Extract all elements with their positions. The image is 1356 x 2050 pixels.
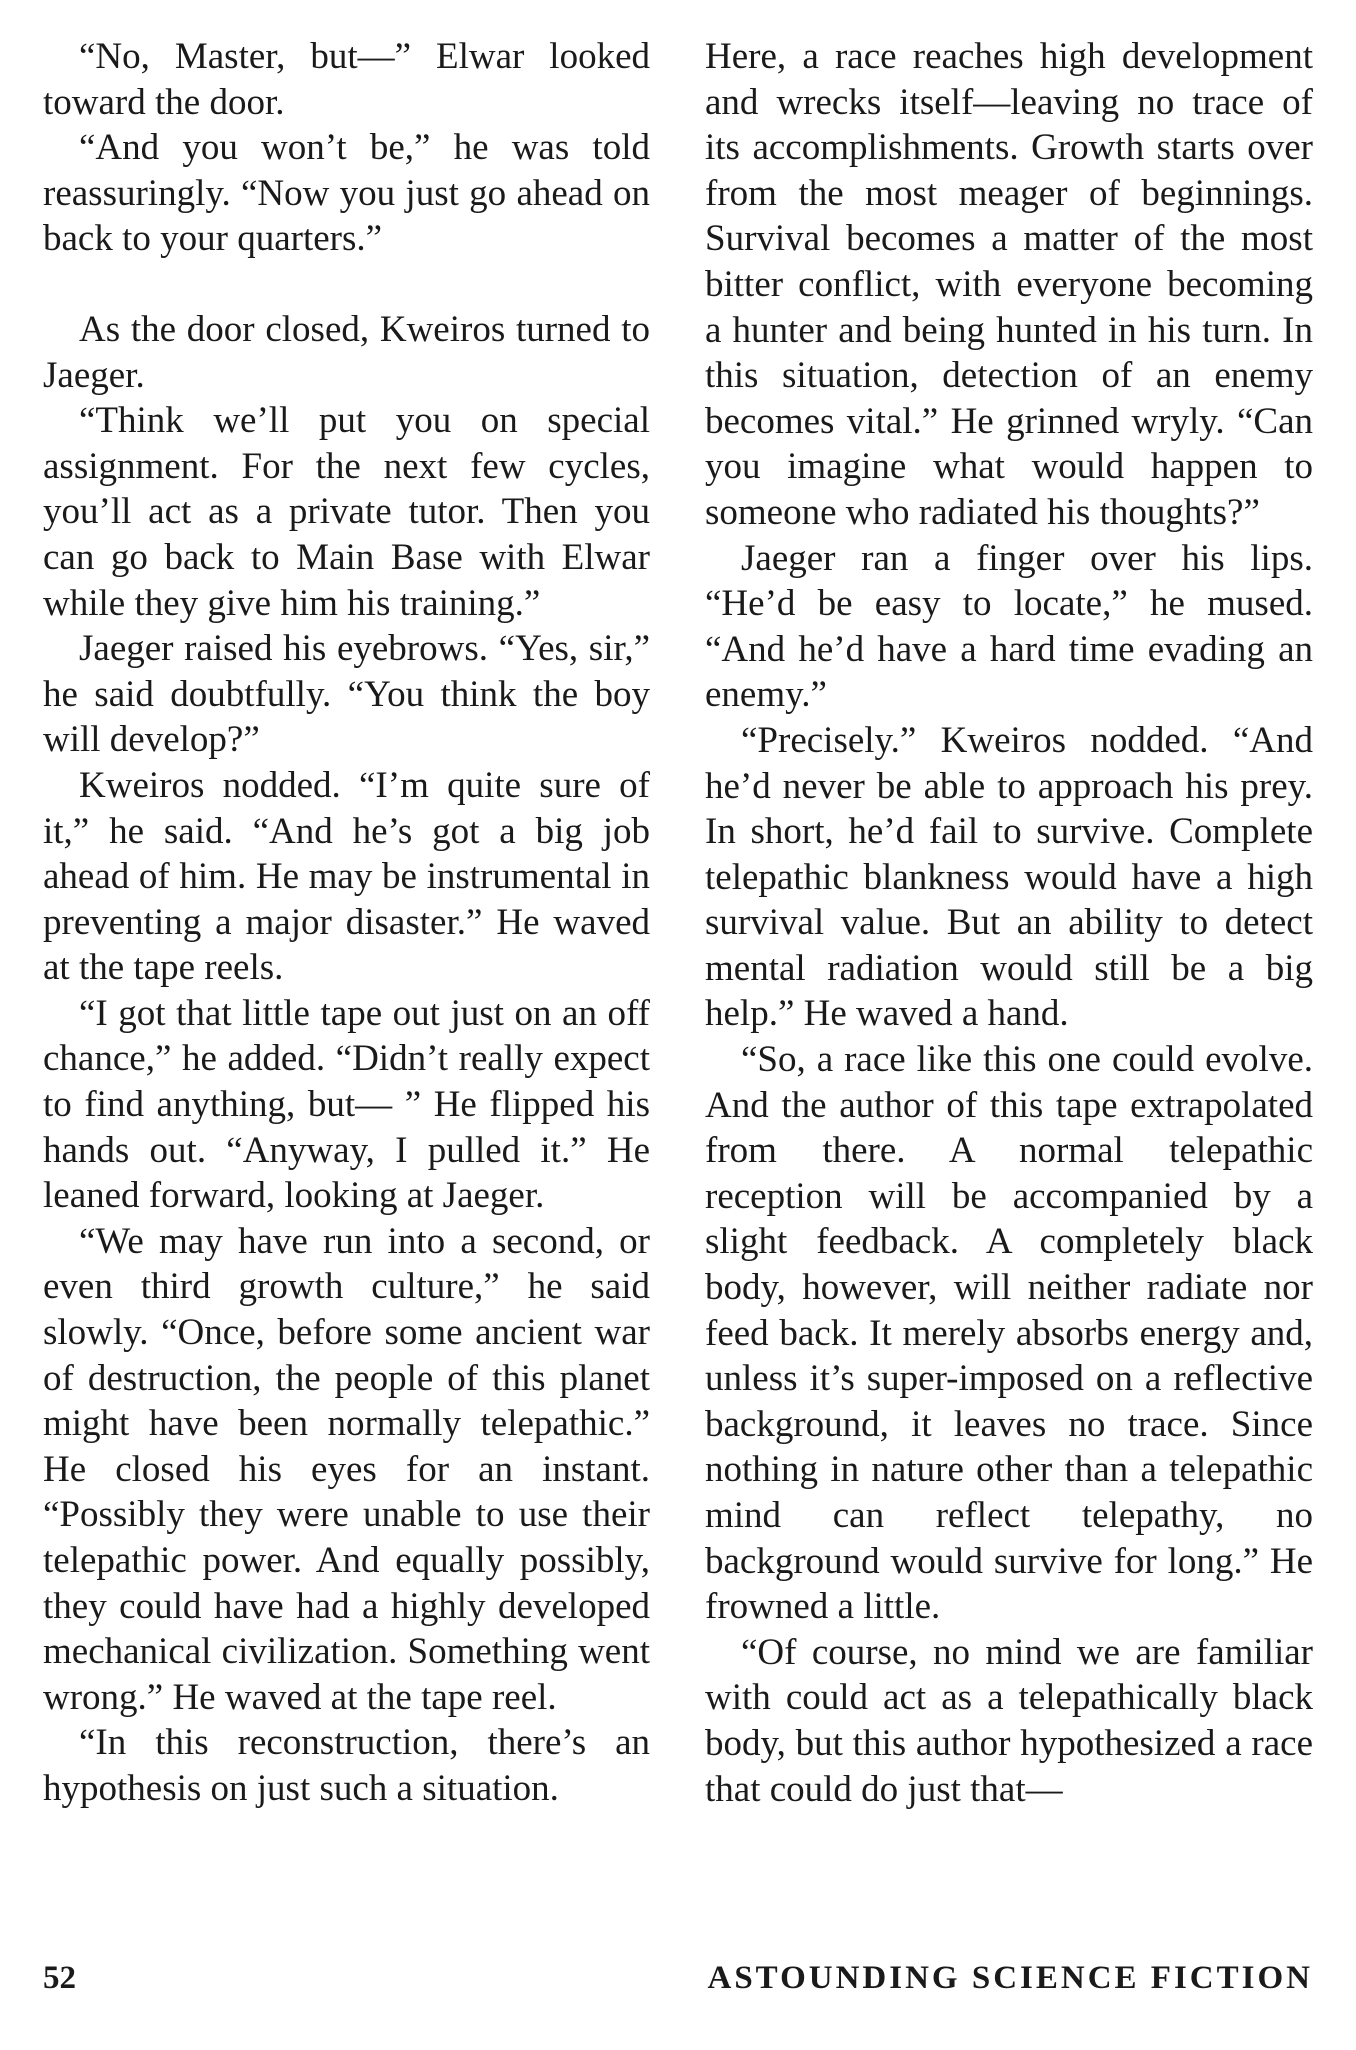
page-number: 52 xyxy=(43,1960,76,1996)
magazine-title: ASTOUNDING SCIENCE FICTION xyxy=(707,1960,1313,1996)
paragraph: Jaeger ran a finger over his lips. “He’d be easy to locate,” he mused. “And he’d have a hard time evading an enemy.” xyxy=(705,537,1313,716)
paragraph: “Think we’ll put you on special assignment. For the next few cycles, you’ll act as a private tutor. Then you can go back to Main Base with Elwar while they give him his training.” xyxy=(43,400,650,624)
page-footer xyxy=(43,1960,1313,2010)
paragraph: As the door closed, Kweiros turned to Jaeger. xyxy=(43,308,650,396)
paragraph: “So, a race like this one could evolve. And the author of this tape extrapolated from there. A normal telepathic reception will be accompanied by a slight feedback. A completely black body, however, will neither radiate nor feed back. It merely absorbs energy and, unless it’s super-imposed on a reflective background, it leaves no trace. Since nothing in nature other than a telepathic mind can reflect telepathy, no background would survive for long.” He frowned a little. xyxy=(705,1039,1313,1628)
paragraph: “In this reconstruction, there’s an hypothesis on just such a situation. xyxy=(43,1722,650,1809)
paragraph: Jaeger raised his eyebrows. “Yes, sir,” he said doubtfully. “You think the boy will develop?” xyxy=(43,628,650,761)
paragraph: “I got that little tape out just on an off chance,” he added. “Didn’t really expect to find anything, but— ” He flipped his hands out. “Anyway, I pulled it.” He leaned forward, looking at Jaeger. xyxy=(43,992,650,1217)
left-text-column xyxy=(43,34,650,1812)
paragraph: Kweiros nodded. “I’m quite sure of it,” he said. “And he’s got a big job ahead of him. He may be instrumental in preventing a major disaster.” He waved at the tape reels. xyxy=(43,764,650,989)
paragraph: “Of course, no mind we are familiar with could act as a telepathically black body, but this author hypothesized a race that could do just that— xyxy=(705,1631,1313,1810)
paragraph: “Precisely.” Kweiros nodded. “And he’d never be able to approach his prey. In short, he’d fail to survive. Complete telepathic blankness would have a high survival value. But an ability to detect mental radiation would still be a big help.” He waved a hand. xyxy=(705,719,1313,1035)
right-text-column xyxy=(705,34,1313,1812)
paragraph: “No, Master, but—” Elwar looked toward the door. xyxy=(43,36,650,123)
paragraph: “We may have run into a second, or even third growth culture,” he said slowly. “Once, before some ancient war of destruction, the people of this planet might have been normally telepathic.” He closed his eyes for an instant. “Possibly they were unable to use their telepathic power. And equally possibly, they could have had a highly developed mechanical civilization. Something went wrong.” He waved at the tape reel. xyxy=(43,1220,650,1718)
paragraph: “And you won’t be,” he was told reassuringly. “Now you just go ahead on back to your quarters.” xyxy=(43,127,650,260)
paragraph: Here, a race reaches high development and wrecks itself—leaving no trace of its accomplishments. Growth starts over from the most meager of beginnings. Survival becomes a matter of the most bitter conflict, with everyone becoming a hunter and being hunted in his turn. In this situation, detection of an enemy becomes vital.” He grinned wryly. “Can you imagine what would happen to someone who radiated his thoughts?” xyxy=(705,36,1313,533)
